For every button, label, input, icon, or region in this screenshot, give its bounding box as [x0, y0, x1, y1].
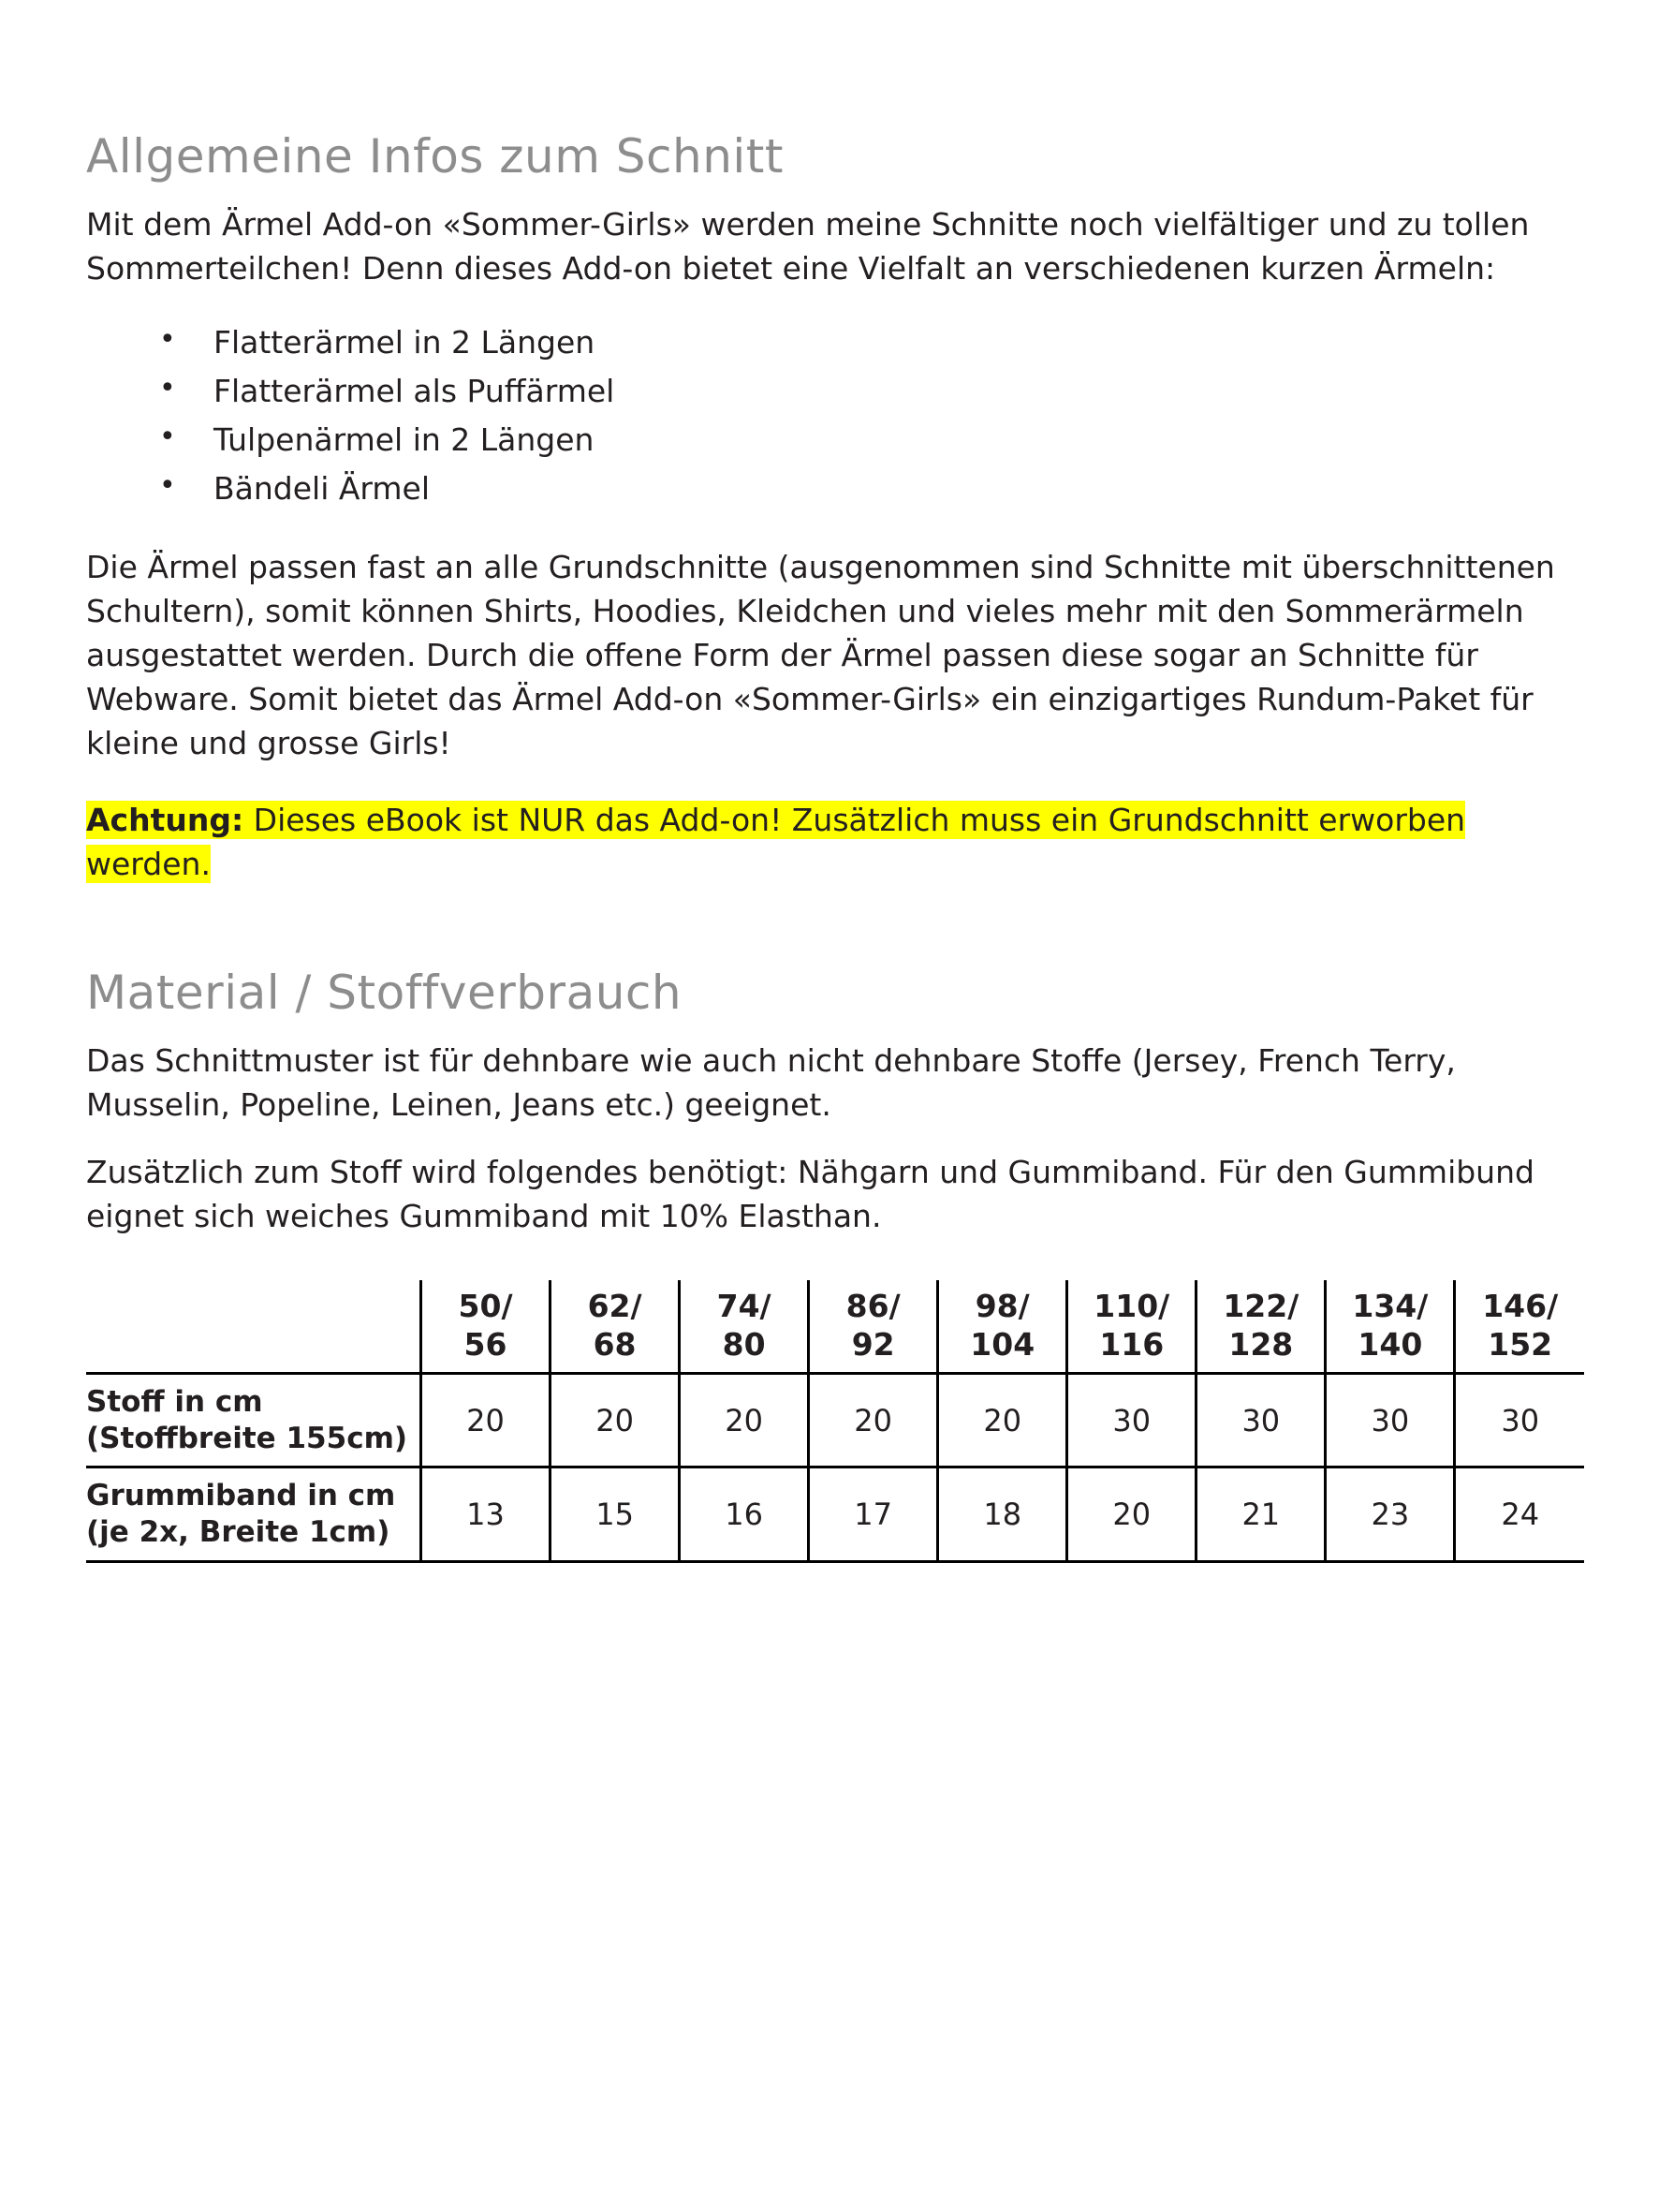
- notions-paragraph: Zusätzlich zum Stoff wird folgendes benötigt: Nähgarn und Gummiband. Für den Gummibund eignet sich weiches Gummiband mit 10% Elasthan.: [86, 1154, 1534, 1235]
- table-cell: 30: [1455, 1373, 1584, 1467]
- table-cell: 20: [1067, 1467, 1197, 1562]
- table-cell: 17: [809, 1467, 938, 1562]
- notice-paragraph: [86, 798, 1584, 887]
- table-column-header: 74/ 80: [680, 1280, 809, 1373]
- section-title-material: Material / Stoffverbrauch: [86, 965, 683, 1020]
- table-cell: 18: [938, 1467, 1067, 1562]
- intro-paragraph: Mit dem Ärmel Add-on «Sommer-Girls» werden meine Schnitte noch vielfältiger und zu tollen Sommerteilchen! Denn dieses Add-on bietet eine Vielfalt an verschiedenen kurzen Ärmeln:: [86, 206, 1530, 287]
- notice-label: Achtung:: [86, 801, 244, 838]
- table-column-header: 62/ 68: [551, 1280, 680, 1373]
- table-row: [86, 1373, 1584, 1467]
- list-item: • Flatterärmel in 2 Längen: [86, 319, 1584, 366]
- list-item: • Flatterärmel als Puffärmel: [86, 368, 1584, 415]
- sleeve-types-list: [86, 319, 1584, 513]
- description-paragraph: Die Ärmel passen fast an alle Grundschnitte (ausgenommen sind Schnitte mit überschnittenen Schultern), somit können Shirts, Hoodies, Kleidchen und vieles mehr mit den Sommerärmeln ausgestattet werden. Durch die offene Form der Ärmel passen diese sogar an Schnitte für Webware. Somit bietet das Ärmel Add-on «Sommer-Girls» ein einzigartiges Rundum-Paket für kleine und grosse Girls!: [86, 549, 1555, 761]
- table-column-header: 86/ 92: [809, 1280, 938, 1373]
- notice-text: Dieses eBook ist NUR das Add-on! Zusätzlich muss ein Grundschnitt erworben werden.: [86, 801, 1466, 883]
- table-corner-cell: [86, 1280, 421, 1373]
- table-column-header: 50/ 56: [421, 1280, 551, 1373]
- fabric-paragraph: Das Schnittmuster ist für dehnbare wie auch nicht dehnbare Stoffe (Jersey, French Terry, Musselin, Popeline, Leinen, Jeans etc.) geeignet.: [86, 1041, 1456, 1123]
- table-cell: 21: [1197, 1467, 1326, 1562]
- table-column-header: 146/ 152: [1455, 1280, 1584, 1373]
- table-header-row: [86, 1280, 1584, 1373]
- table-cell: 20: [938, 1373, 1067, 1467]
- table-column-header: 134/ 140: [1326, 1280, 1455, 1373]
- table-row: [86, 1467, 1584, 1562]
- table-cell: 13: [421, 1467, 551, 1562]
- row-label-elastic: Grummiband in cm (je 2x, Breite 1cm): [86, 1467, 421, 1562]
- table-cell: 24: [1455, 1467, 1584, 1562]
- document-content: [86, 131, 1584, 1563]
- table-cell: 15: [551, 1467, 680, 1562]
- table-column-header: 110/ 116: [1067, 1280, 1197, 1373]
- row-label-fabric: Stoff in cm (Stoffbreite 155cm): [86, 1373, 421, 1467]
- table-cell: 20: [421, 1373, 551, 1467]
- list-item: • Tulpenärmel in 2 Längen: [86, 417, 1584, 464]
- list-item: • Bändeli Ärmel: [86, 465, 1584, 512]
- table-cell: 30: [1326, 1373, 1455, 1467]
- table-cell: 20: [680, 1373, 809, 1467]
- table-cell: 16: [680, 1467, 809, 1562]
- fabric-consumption-table: [86, 1280, 1584, 1563]
- section-title-general-info: Allgemeine Infos zum Schnitt: [86, 129, 785, 184]
- table-cell: 20: [551, 1373, 680, 1467]
- table-cell: 30: [1197, 1373, 1326, 1467]
- table-column-header: 98/ 104: [938, 1280, 1067, 1373]
- table-cell: 30: [1067, 1373, 1197, 1467]
- table-cell: 23: [1326, 1467, 1455, 1562]
- table-column-header: 122/ 128: [1197, 1280, 1326, 1373]
- table-cell: 20: [809, 1373, 938, 1467]
